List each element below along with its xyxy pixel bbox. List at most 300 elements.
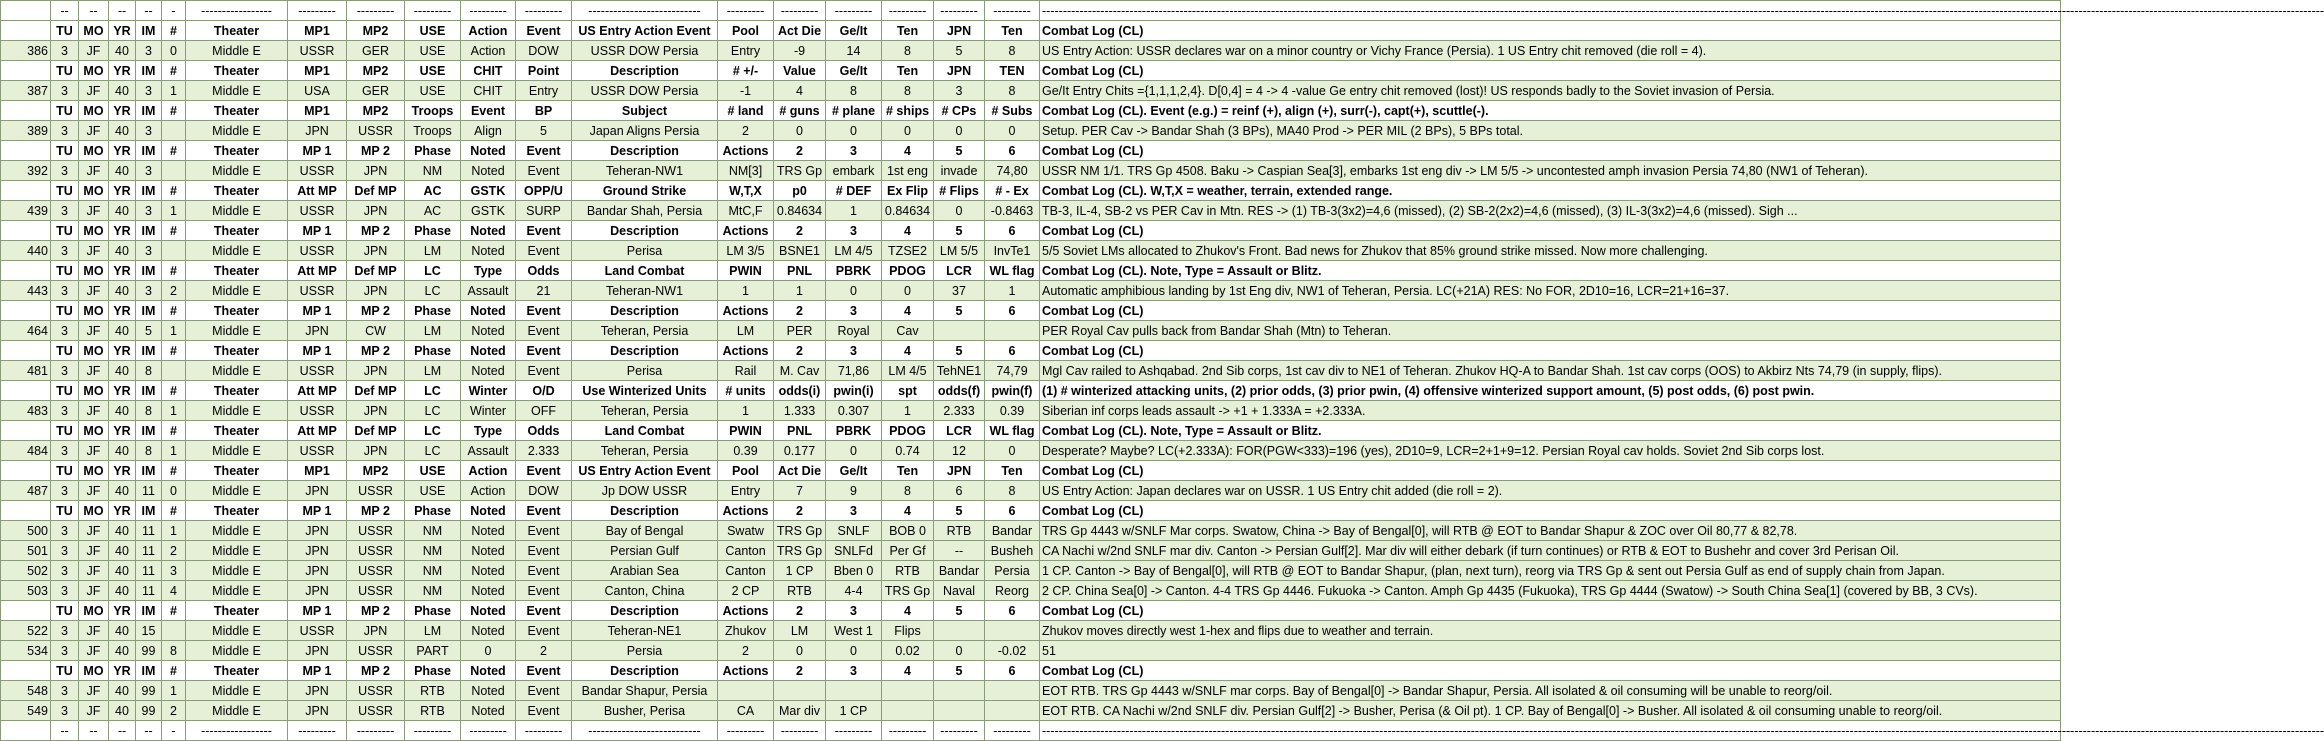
cell[interactable]: YR xyxy=(109,101,136,121)
cell[interactable]: Combat Log (CL) xyxy=(1040,301,2061,321)
cell[interactable]: TU xyxy=(51,301,79,321)
cell[interactable]: YR xyxy=(109,301,136,321)
cell[interactable]: Teheran, Persia xyxy=(572,401,718,421)
cell[interactable]: # units xyxy=(718,381,774,401)
cell[interactable]: USSR xyxy=(288,241,347,261)
row-number-cell[interactable] xyxy=(1,421,51,441)
cell[interactable]: IM xyxy=(136,61,162,81)
cell[interactable]: EOT RTB. CA Nachi w/2nd SNLF div. Persian Gulf[2] -> Busher, Perisa (& Oil pt). 1 CP. Bay of Bengal[0] -> Busher. All isolated & oil consuming unable to reorg/oil. xyxy=(1040,701,2061,721)
cell[interactable]: USA xyxy=(288,81,347,101)
cell[interactable]: Middle E xyxy=(186,561,288,581)
cell[interactable]: Middle E xyxy=(186,581,288,601)
cell[interactable]: --------------------------- xyxy=(572,1,718,21)
cell[interactable]: MO xyxy=(79,301,109,321)
cell[interactable]: 4 xyxy=(882,601,934,621)
cell[interactable]: 0 xyxy=(774,641,826,661)
cell[interactable]: 3 xyxy=(51,281,79,301)
cell[interactable]: 2 xyxy=(774,301,826,321)
cell[interactable]: # xyxy=(162,661,186,681)
cell[interactable]: Zhukov xyxy=(718,621,774,641)
cell[interactable]: Phase xyxy=(405,661,461,681)
cell[interactable]: Description xyxy=(572,61,718,81)
cell[interactable]: IM xyxy=(136,341,162,361)
cell[interactable]: GER xyxy=(347,81,405,101)
cell[interactable]: JPN xyxy=(288,121,347,141)
cell[interactable]: Theater xyxy=(186,421,288,441)
cell[interactable]: MP1 xyxy=(288,21,347,41)
cell[interactable]: 1 xyxy=(826,201,882,221)
cell[interactable]: 6 xyxy=(985,661,1040,681)
cell[interactable]: 40 xyxy=(109,481,136,501)
cell[interactable]: 1 CP xyxy=(774,561,826,581)
cell[interactable]: TU xyxy=(51,381,79,401)
cell[interactable]: Desperate? Maybe? LC(+2.333A): FOR(PGW<333)=196 (yes), 2D10=9, LCR=2+1+9=12. Persian Royal cav holds. Soviet 2nd Sib corps lost. xyxy=(1040,441,2061,461)
cell[interactable]: 40 xyxy=(109,681,136,701)
cell[interactable]: Middle E xyxy=(186,121,288,141)
cell[interactable]: 40 xyxy=(109,361,136,381)
row-number-cell[interactable] xyxy=(1,261,51,281)
cell[interactable]: YR xyxy=(109,261,136,281)
cell[interactable] xyxy=(934,701,985,721)
cell[interactable]: Noted xyxy=(461,621,516,641)
cell[interactable]: MP 1 xyxy=(288,141,347,161)
cell[interactable]: Description xyxy=(572,341,718,361)
cell[interactable]: YR xyxy=(109,461,136,481)
cell[interactable]: MP 2 xyxy=(347,661,405,681)
row-number-cell[interactable]: 464 xyxy=(1,321,51,341)
cell[interactable]: 11 xyxy=(136,521,162,541)
cell[interactable]: CHIT xyxy=(461,61,516,81)
cell[interactable]: MO xyxy=(79,461,109,481)
cell[interactable]: Noted xyxy=(461,341,516,361)
cell[interactable]: Actions xyxy=(718,501,774,521)
cell[interactable]: MP 2 xyxy=(347,301,405,321)
cell[interactable]: USE xyxy=(405,61,461,81)
cell[interactable]: MO xyxy=(79,381,109,401)
cell[interactable]: Combat Log (CL) xyxy=(1040,341,2061,361)
cell[interactable]: -- xyxy=(79,721,109,741)
cell[interactable]: IM xyxy=(136,221,162,241)
cell[interactable]: Automatic amphibious landing by 1st Eng div, NW1 of Teheran, Persia. LC(+21A) RES: No FOR, 2D10=16, LCR=21+16=37. xyxy=(1040,281,2061,301)
cell[interactable]: --------- xyxy=(461,721,516,741)
cell[interactable]: RTB xyxy=(405,701,461,721)
cell[interactable]: Per Gf xyxy=(882,541,934,561)
cell[interactable]: TU xyxy=(51,341,79,361)
cell[interactable]: 8 xyxy=(985,481,1040,501)
cell[interactable]: PNL xyxy=(774,421,826,441)
cell[interactable]: AC xyxy=(405,181,461,201)
cell[interactable]: 74,80 xyxy=(985,161,1040,181)
cell[interactable]: TehNE1 xyxy=(934,361,985,381)
cell[interactable]: 21 xyxy=(516,281,572,301)
row-number-cell[interactable] xyxy=(1,21,51,41)
cell[interactable]: 2 xyxy=(774,601,826,621)
cell[interactable]: 4-4 xyxy=(826,581,882,601)
cell[interactable]: 1 xyxy=(162,681,186,701)
cell[interactable]: 0 xyxy=(934,641,985,661)
cell[interactable]: JF xyxy=(79,81,109,101)
cell[interactable]: MO xyxy=(79,141,109,161)
cell[interactable]: 51 xyxy=(1040,641,2061,661)
cell[interactable]: 3 xyxy=(51,541,79,561)
cell[interactable]: 40 xyxy=(109,241,136,261)
cell[interactable]: 3 xyxy=(826,301,882,321)
cell[interactable]: # xyxy=(162,501,186,521)
cell[interactable]: 0 xyxy=(162,481,186,501)
cell[interactable]: 0 xyxy=(826,281,882,301)
cell[interactable]: Winter xyxy=(461,401,516,421)
cell[interactable]: 99 xyxy=(136,701,162,721)
cell[interactable]: Teheran, Persia xyxy=(572,441,718,461)
cell[interactable]: Actions xyxy=(718,601,774,621)
cell[interactable]: 5 xyxy=(934,601,985,621)
cell[interactable]: Entry xyxy=(718,481,774,501)
row-number-cell[interactable] xyxy=(1,141,51,161)
cell[interactable]: - xyxy=(162,721,186,741)
cell[interactable]: JPN xyxy=(347,281,405,301)
cell[interactable]: DOW xyxy=(516,41,572,61)
cell[interactable]: - xyxy=(162,1,186,21)
cell[interactable]: 1 CP xyxy=(826,701,882,721)
cell[interactable]: JF xyxy=(79,541,109,561)
cell[interactable]: PER xyxy=(774,321,826,341)
cell[interactable]: --------- xyxy=(405,721,461,741)
cell[interactable]: -- xyxy=(51,1,79,21)
cell[interactable]: USSR xyxy=(288,401,347,421)
cell[interactable]: Teheran-NW1 xyxy=(572,281,718,301)
cell[interactable]: MP 2 xyxy=(347,341,405,361)
cell[interactable]: --------- xyxy=(985,721,1040,741)
cell[interactable]: 4 xyxy=(882,221,934,241)
cell[interactable]: JPN xyxy=(347,621,405,641)
cell[interactable]: TU xyxy=(51,661,79,681)
cell[interactable]: LM 4/5 xyxy=(882,361,934,381)
cell[interactable]: Middle E xyxy=(186,681,288,701)
cell[interactable]: USSR xyxy=(347,121,405,141)
cell[interactable]: Persian Gulf xyxy=(572,541,718,561)
cell[interactable]: LM 4/5 xyxy=(826,241,882,261)
cell[interactable]: MO xyxy=(79,21,109,41)
cell[interactable]: LM xyxy=(405,321,461,341)
cell[interactable]: Assault xyxy=(461,281,516,301)
cell[interactable]: USSR xyxy=(288,621,347,641)
cell[interactable]: 40 xyxy=(109,441,136,461)
cell[interactable]: MO xyxy=(79,601,109,621)
cell[interactable]: Event xyxy=(516,161,572,181)
cell[interactable]: 2 xyxy=(718,641,774,661)
cell[interactable]: 3 xyxy=(51,321,79,341)
cell[interactable]: 15 xyxy=(136,621,162,641)
row-number-cell[interactable] xyxy=(1,61,51,81)
cell[interactable]: Reorg xyxy=(985,581,1040,601)
cell[interactable]: LM xyxy=(774,621,826,641)
cell[interactable]: TU xyxy=(51,421,79,441)
cell[interactable]: YR xyxy=(109,661,136,681)
cell[interactable]: 3 xyxy=(51,581,79,601)
cell[interactable]: NM xyxy=(405,521,461,541)
cell[interactable]: Description xyxy=(572,601,718,621)
cell[interactable]: 40 xyxy=(109,521,136,541)
cell[interactable]: Combat Log (CL) xyxy=(1040,221,2061,241)
cell[interactable]: Combat Log (CL) xyxy=(1040,21,2061,41)
cell[interactable]: W,T,X xyxy=(718,181,774,201)
cell[interactable]: Setup. PER Cav -> Bandar Shah (3 BPs), MA40 Prod -> PER MIL (2 BPs), 5 BPs total. xyxy=(1040,121,2061,141)
cell[interactable]: 1 xyxy=(985,281,1040,301)
cell[interactable]: 8 xyxy=(162,641,186,661)
cell[interactable]: Event xyxy=(516,301,572,321)
cell[interactable]: JPN xyxy=(288,481,347,501)
cell[interactable]: Event xyxy=(516,581,572,601)
cell[interactable]: RTB xyxy=(405,681,461,701)
cell[interactable]: MP1 xyxy=(288,461,347,481)
cell[interactable]: Middle E xyxy=(186,161,288,181)
cell[interactable]: GSTK xyxy=(461,201,516,221)
cell[interactable]: WL flag xyxy=(985,421,1040,441)
cell[interactable]: JF xyxy=(79,201,109,221)
cell[interactable]: MO xyxy=(79,61,109,81)
cell[interactable]: NM[3] xyxy=(718,161,774,181)
cell[interactable]: 3 xyxy=(136,241,162,261)
cell[interactable]: Arabian Sea xyxy=(572,561,718,581)
cell[interactable]: 3 xyxy=(136,201,162,221)
cell[interactable]: MO xyxy=(79,341,109,361)
cell[interactable]: USSR xyxy=(288,281,347,301)
cell[interactable]: Combat Log (CL) xyxy=(1040,661,2061,681)
cell[interactable]: 3 xyxy=(51,41,79,61)
cell[interactable]: Phase xyxy=(405,341,461,361)
cell[interactable]: Phase xyxy=(405,601,461,621)
cell[interactable]: MP1 xyxy=(288,61,347,81)
cell[interactable]: OPP/U xyxy=(516,181,572,201)
cell[interactable]: Middle E xyxy=(186,641,288,661)
cell[interactable]: IM xyxy=(136,461,162,481)
cell[interactable]: 6 xyxy=(985,341,1040,361)
cell[interactable]: 6 xyxy=(934,481,985,501)
cell[interactable]: JF xyxy=(79,121,109,141)
cell[interactable]: Persia xyxy=(985,561,1040,581)
cell[interactable]: 5 xyxy=(934,41,985,61)
cell[interactable]: 7 xyxy=(774,481,826,501)
cell[interactable]: NM xyxy=(405,541,461,561)
row-number-cell[interactable]: 389 xyxy=(1,121,51,141)
cell[interactable]: # DEF xyxy=(826,181,882,201)
cell[interactable]: 74,79 xyxy=(985,361,1040,381)
cell[interactable]: --------- xyxy=(405,1,461,21)
cell[interactable]: 3 xyxy=(136,161,162,181)
cell[interactable]: SURP xyxy=(516,201,572,221)
cell[interactable]: --------- xyxy=(347,1,405,21)
cell[interactable]: YR xyxy=(109,501,136,521)
cell[interactable]: Mar div xyxy=(774,701,826,721)
cell[interactable] xyxy=(985,701,1040,721)
cell[interactable]: embark xyxy=(826,161,882,181)
cell[interactable]: Actions xyxy=(718,301,774,321)
cell[interactable]: USE xyxy=(405,481,461,501)
cell[interactable]: -0.02 xyxy=(985,641,1040,661)
cell[interactable]: USSR xyxy=(347,681,405,701)
row-number-cell[interactable]: 487 xyxy=(1,481,51,501)
cell[interactable]: BOB 0 xyxy=(882,521,934,541)
cell[interactable]: Theater xyxy=(186,341,288,361)
cell[interactable]: MP 2 xyxy=(347,221,405,241)
cell[interactable]: Noted xyxy=(461,601,516,621)
cell[interactable]: 3 xyxy=(51,401,79,421)
row-number-cell[interactable] xyxy=(1,601,51,621)
cell[interactable]: (1) # winterized attacking units, (2) prior odds, (3) prior pwin, (4) offensive winterized support amount, (5) post odds, (6) post pwin. xyxy=(1040,381,2061,401)
cell[interactable]: 4 xyxy=(774,81,826,101)
cell[interactable]: Busheh xyxy=(985,541,1040,561)
cell[interactable] xyxy=(162,121,186,141)
cell[interactable]: Event xyxy=(516,461,572,481)
row-number-cell[interactable]: 534 xyxy=(1,641,51,661)
cell[interactable]: USE xyxy=(405,21,461,41)
cell[interactable]: Description xyxy=(572,221,718,241)
cell[interactable]: Action xyxy=(461,21,516,41)
cell[interactable]: 0 xyxy=(162,41,186,61)
cell[interactable]: Theater xyxy=(186,221,288,241)
cell[interactable]: Middle E xyxy=(186,201,288,221)
cell[interactable]: Ground Strike xyxy=(572,181,718,201)
cell[interactable]: 3 xyxy=(136,281,162,301)
cell[interactable]: Theater xyxy=(186,601,288,621)
cell[interactable]: LC xyxy=(405,381,461,401)
cell[interactable]: 3 xyxy=(51,121,79,141)
cell[interactable]: MO xyxy=(79,501,109,521)
cell[interactable]: # xyxy=(162,301,186,321)
cell[interactable]: JPN xyxy=(288,321,347,341)
cell[interactable]: 0 xyxy=(882,121,934,141)
cell[interactable]: 3 xyxy=(51,481,79,501)
cell[interactable]: 4 xyxy=(882,141,934,161)
cell[interactable]: TU xyxy=(51,601,79,621)
cell[interactable]: Middle E xyxy=(186,321,288,341)
cell[interactable]: Theater xyxy=(186,21,288,41)
cell[interactable]: Bandar Shah, Persia xyxy=(572,201,718,221)
cell[interactable]: NM xyxy=(405,581,461,601)
cell[interactable]: 1 xyxy=(162,321,186,341)
cell[interactable]: LC xyxy=(405,401,461,421)
cell[interactable]: 5 xyxy=(934,501,985,521)
cell[interactable]: JF xyxy=(79,561,109,581)
cell[interactable]: Noted xyxy=(461,161,516,181)
cell[interactable]: Noted xyxy=(461,521,516,541)
cell[interactable]: RTB xyxy=(934,521,985,541)
cell[interactable] xyxy=(162,161,186,181)
cell[interactable]: --------- xyxy=(985,1,1040,21)
cell[interactable]: Noted xyxy=(461,141,516,161)
cell[interactable]: USSR xyxy=(288,201,347,221)
cell[interactable]: MP 2 xyxy=(347,601,405,621)
cell[interactable]: # xyxy=(162,221,186,241)
cell[interactable]: IM xyxy=(136,421,162,441)
cell[interactable]: JPN xyxy=(347,401,405,421)
cell[interactable]: 2 CP. China Sea[0] -> Canton. 4-4 TRS Gp 4446. Fukuoka -> Canton. Amph Gp 4435 (Fukuoka), TRS Gp 4444 (Swatow) -> South China Sea[1] (covered by BB, 3 CVs). xyxy=(1040,581,2061,601)
cell[interactable]: PBRK xyxy=(826,421,882,441)
cell[interactable]: PER Royal Cav pulls back from Bandar Shah (Mtn) to Teheran. xyxy=(1040,321,2061,341)
cell[interactable]: Action xyxy=(461,41,516,61)
cell[interactable]: Combat Log (CL) xyxy=(1040,501,2061,521)
cell[interactable]: 3 xyxy=(826,661,882,681)
cell[interactable]: --------- xyxy=(882,721,934,741)
cell[interactable]: BP xyxy=(516,101,572,121)
cell[interactable]: USSR NM 1/1. TRS Gp 4508. Baku -> Caspian Sea[3], embarks 1st eng div -> LM 5/5 -> uncontested amph invasion Persia 74,80 (NW1 of Teheran). xyxy=(1040,161,2061,181)
cell[interactable]: LM 3/5 xyxy=(718,241,774,261)
cell[interactable]: IM xyxy=(136,181,162,201)
cell[interactable]: 3 xyxy=(51,521,79,541)
row-number-cell[interactable]: 549 xyxy=(1,701,51,721)
cell[interactable]: GSTK xyxy=(461,181,516,201)
cell[interactable]: # xyxy=(162,101,186,121)
cell[interactable]: JF xyxy=(79,521,109,541)
cell[interactable]: ----------------- xyxy=(186,1,288,21)
cell[interactable]: Description xyxy=(572,301,718,321)
cell[interactable]: 40 xyxy=(109,121,136,141)
cell[interactable]: PART xyxy=(405,641,461,661)
cell[interactable]: West 1 xyxy=(826,621,882,641)
cell[interactable]: SNLF xyxy=(826,521,882,541)
cell[interactable]: 5/5 Soviet LMs allocated to Zhukov's Front. Bad news for Zhukov that 85% ground strike missed. Now more challenging. xyxy=(1040,241,2061,261)
cell[interactable]: Bandar xyxy=(934,561,985,581)
cell[interactable]: 0 xyxy=(985,441,1040,461)
cell[interactable] xyxy=(882,681,934,701)
cell[interactable]: LC xyxy=(405,441,461,461)
cell[interactable]: 1 xyxy=(718,401,774,421)
cell[interactable]: Middle E xyxy=(186,81,288,101)
cell[interactable]: 0 xyxy=(882,281,934,301)
cell[interactable]: TRS Gp xyxy=(774,541,826,561)
cell[interactable]: Odds xyxy=(516,261,572,281)
cell[interactable]: US Entry Action Event xyxy=(572,21,718,41)
row-number-cell[interactable]: 484 xyxy=(1,441,51,461)
row-number-cell[interactable] xyxy=(1,661,51,681)
cell[interactable]: IM xyxy=(136,261,162,281)
cell[interactable]: Perisa xyxy=(572,361,718,381)
cell[interactable]: 1 xyxy=(774,281,826,301)
cell[interactable]: 0 xyxy=(826,121,882,141)
cell[interactable]: MO xyxy=(79,261,109,281)
cell[interactable]: JPN xyxy=(347,241,405,261)
cell[interactable] xyxy=(985,681,1040,701)
cell[interactable]: Event xyxy=(516,241,572,261)
cell[interactable]: CW xyxy=(347,321,405,341)
cell[interactable]: MtC,F xyxy=(718,201,774,221)
cell[interactable]: 1 xyxy=(162,81,186,101)
cell[interactable]: Teheran-NE1 xyxy=(572,621,718,641)
cell[interactable]: IM xyxy=(136,601,162,621)
cell[interactable]: p0 xyxy=(774,181,826,201)
cell[interactable]: MP2 xyxy=(347,21,405,41)
cell[interactable]: 0.177 xyxy=(774,441,826,461)
cell[interactable]: -------------------------------------------------------------------------------------------------------------------------------------------------------------------------------------------------------------------------------------------------------------------------------------------------------------------- xyxy=(1040,721,2061,741)
cell[interactable]: 40 xyxy=(109,41,136,61)
cell[interactable]: Event xyxy=(516,701,572,721)
cell[interactable]: Def MP xyxy=(347,261,405,281)
cell[interactable]: Event xyxy=(516,561,572,581)
cell[interactable]: # xyxy=(162,601,186,621)
cell[interactable]: 3 xyxy=(51,161,79,181)
cell[interactable]: Pool xyxy=(718,461,774,481)
cell[interactable]: Flips xyxy=(882,621,934,641)
cell[interactable]: TB-3, IL-4, SB-2 vs PER Cav in Mtn. RES -> (1) TB-3(3x2)=4,6 (missed), (2) SB-2(2x2)=4,6 (missed), (3) IL-3(3x2)=4,6 (missed). Sigh ... xyxy=(1040,201,2061,221)
cell[interactable]: Middle E xyxy=(186,361,288,381)
cell[interactable]: 1 xyxy=(162,521,186,541)
row-number-cell[interactable]: 548 xyxy=(1,681,51,701)
cell[interactable]: Theater xyxy=(186,61,288,81)
cell[interactable]: JF xyxy=(79,281,109,301)
cell[interactable]: Canton xyxy=(718,541,774,561)
cell[interactable]: 0 xyxy=(826,641,882,661)
cell[interactable]: MP 1 xyxy=(288,661,347,681)
